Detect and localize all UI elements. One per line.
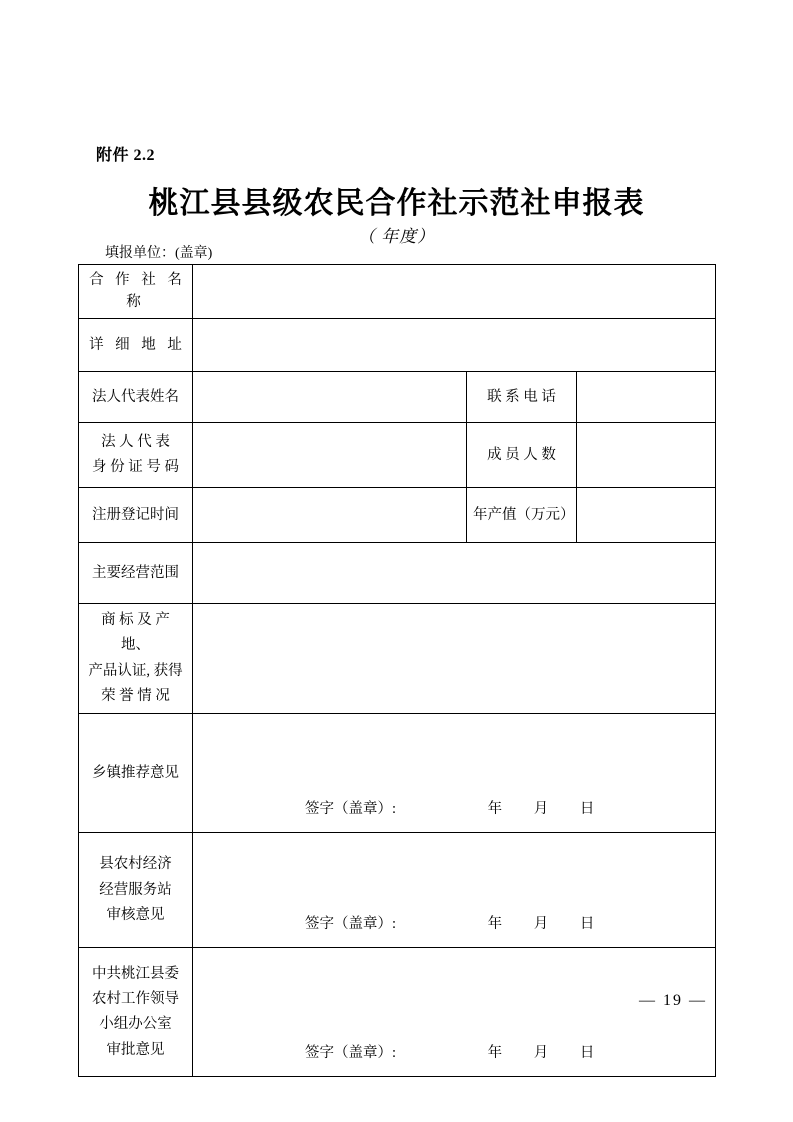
row-label-id-number-line1: 法 人 代 表 — [101, 433, 170, 450]
row-value-county-review-opinion[interactable] — [193, 833, 716, 948]
row-label-party-approval-opinion — [79, 948, 193, 1077]
page-title: 桃江县县级农民合作社示范社申报表 — [148, 187, 645, 220]
row-label-annual-output: 年产值（万元） — [467, 487, 577, 542]
signature-label-county-review: 签字（盖章）: — [305, 916, 397, 933]
table-row — [79, 603, 716, 714]
row-label-coop-name: 合 作 社 名 称 — [79, 265, 193, 319]
row-label-id-number-line2: 身 份 证 号 码 — [92, 458, 179, 475]
row-value-phone[interactable] — [577, 371, 716, 422]
fill-unit-label: 填报单位：(盖章) — [105, 246, 213, 261]
table-row — [79, 714, 716, 833]
row-label-party-approval-line1: 中共桃江县委 — [92, 965, 179, 982]
row-label-register-date: 注册登记时间 — [79, 487, 193, 542]
row-label-honors-line3: 荣 誉 情 况 — [101, 688, 170, 705]
signature-line-county-review — [193, 912, 715, 933]
signature-line-party-approval — [193, 1041, 715, 1062]
signature-area-township[interactable] — [193, 718, 715, 828]
row-value-address[interactable] — [193, 318, 716, 371]
table-row — [79, 318, 716, 371]
row-value-township-opinion[interactable] — [193, 714, 716, 833]
table-row — [79, 422, 716, 487]
row-label-party-approval-line4: 审批意见 — [106, 1041, 165, 1058]
row-label-county-review-line3: 审核意见 — [106, 907, 165, 924]
row-value-register-date[interactable] — [193, 487, 467, 542]
row-label-honors-line1: 商 标 及 产 地、 — [101, 611, 170, 654]
table-row — [79, 371, 716, 422]
row-value-annual-output[interactable] — [577, 487, 716, 542]
signature-label-township: 签字（盖章）: — [305, 801, 397, 818]
row-label-party-approval-line2: 农村工作领导 — [92, 991, 179, 1008]
row-label-honors — [79, 603, 193, 714]
row-value-id-number[interactable] — [193, 422, 467, 487]
table-row — [79, 265, 716, 319]
row-label-member-count: 成 员 人 数 — [467, 422, 577, 487]
table-row — [79, 948, 716, 1077]
row-label-address: 详 细 地 址 — [79, 318, 193, 371]
row-value-party-approval-opinion[interactable] — [193, 948, 716, 1077]
attachment-label: 附件 2.2 — [96, 147, 156, 164]
signature-area-party-approval[interactable] — [193, 952, 715, 1072]
row-value-coop-name[interactable] — [193, 265, 716, 319]
signature-label-party-approval: 签字（盖章）: — [305, 1045, 397, 1062]
signature-area-county-review[interactable] — [193, 837, 715, 943]
application-form-table — [78, 264, 716, 1077]
row-label-county-review-opinion — [79, 833, 193, 948]
row-label-phone: 联 系 电 话 — [467, 371, 577, 422]
page-number: — 19 — — [639, 992, 707, 1009]
row-label-county-review-line2: 经营服务站 — [99, 881, 172, 898]
row-value-member-count[interactable] — [577, 422, 716, 487]
table-row — [79, 833, 716, 948]
row-value-business-scope[interactable] — [193, 542, 716, 603]
row-label-id-number — [79, 422, 193, 487]
table-row — [79, 542, 716, 603]
row-label-business-scope: 主要经营范围 — [79, 542, 193, 603]
row-label-party-approval-line3: 小组办公室 — [99, 1016, 172, 1033]
row-value-honors[interactable] — [193, 603, 716, 714]
document-year-subtitle: （ 年度） — [357, 227, 436, 246]
row-label-legal-rep-name: 法人代表姓名 — [79, 371, 193, 422]
signature-date-township: 年 月 日 — [487, 801, 609, 818]
table-row — [79, 487, 716, 542]
row-label-township-opinion: 乡镇推荐意见 — [79, 714, 193, 833]
row-label-honors-line2: 产品认证, 获得 — [88, 662, 183, 679]
signature-date-party-approval: 年 月 日 — [487, 1045, 609, 1062]
signature-line-township — [193, 797, 715, 818]
row-value-legal-rep-name[interactable] — [193, 371, 467, 422]
signature-date-county-review: 年 月 日 — [487, 916, 609, 933]
row-label-county-review-line1: 县农村经济 — [99, 856, 172, 873]
